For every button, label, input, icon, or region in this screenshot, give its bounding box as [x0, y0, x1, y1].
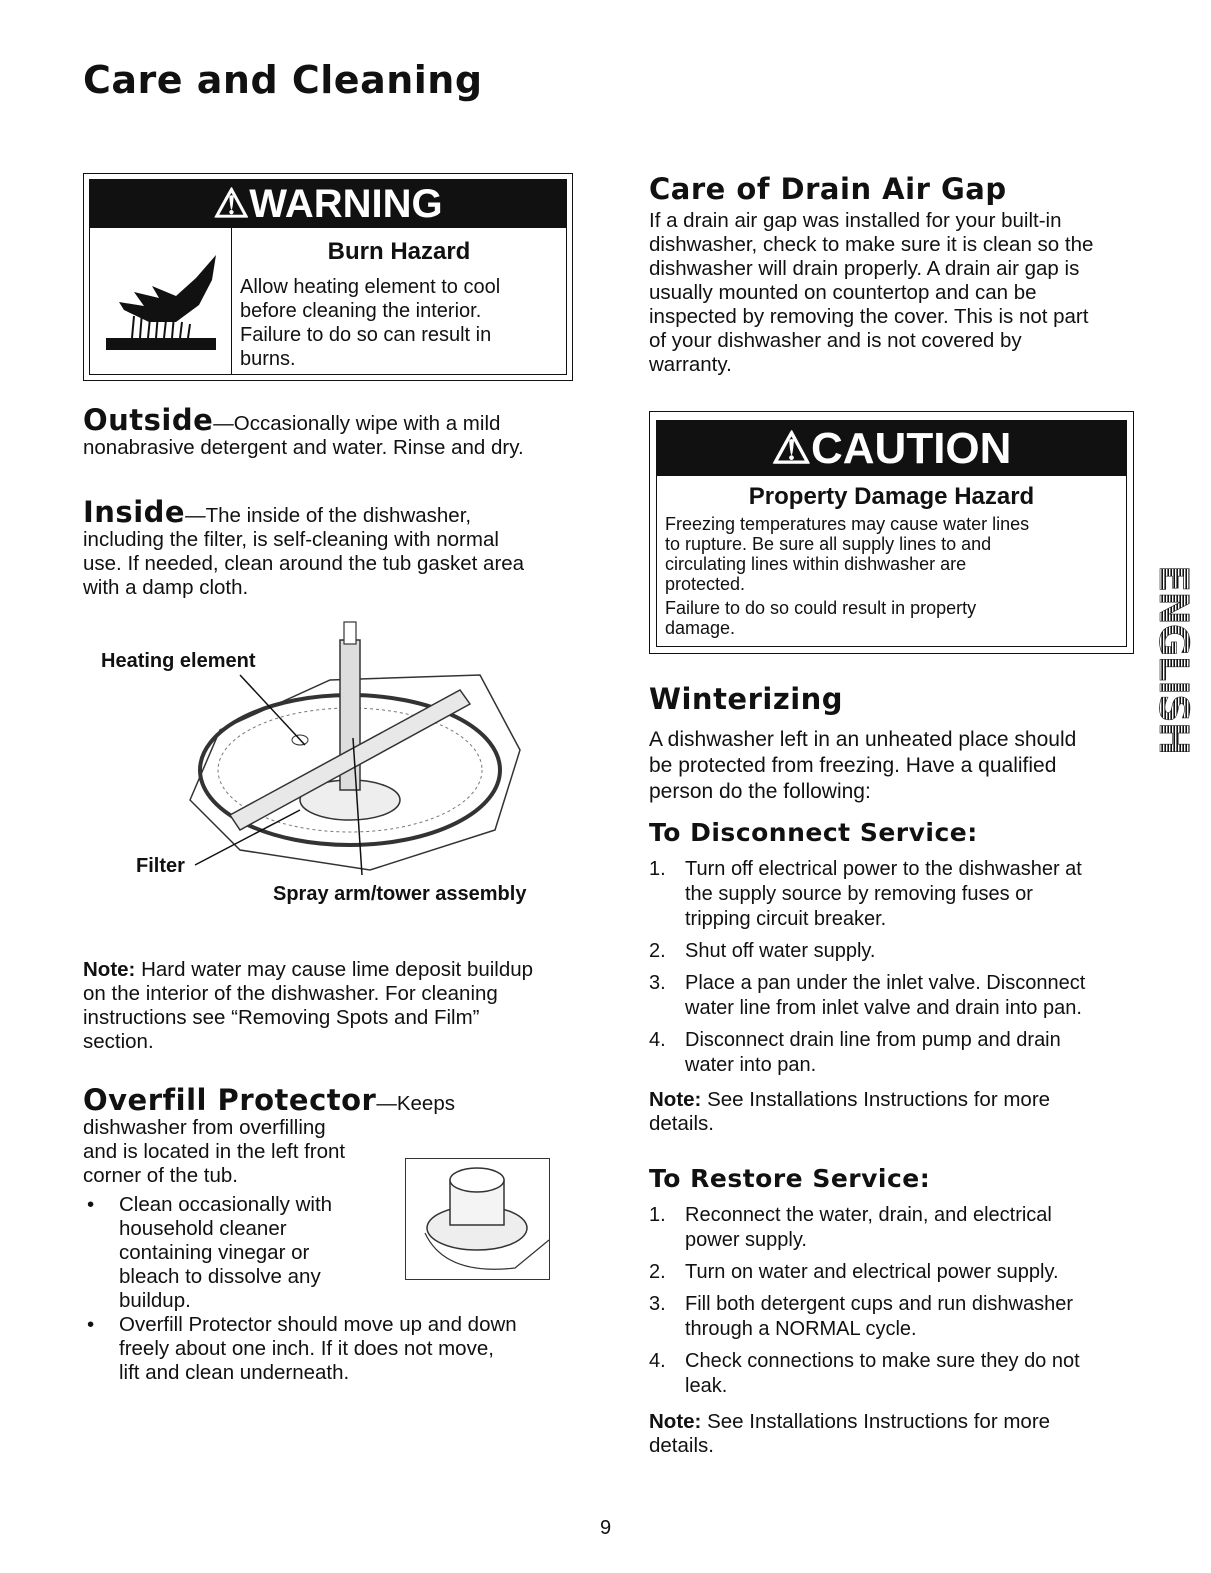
winterizing-line: be protected from freezing. Have a qualified — [649, 754, 1057, 777]
disconnect-steps — [649, 857, 1139, 1085]
diagram-label-spray-arm: Spray arm/tower assembly — [273, 883, 527, 905]
caution-heading: Property Damage Hazard — [748, 483, 1035, 510]
note-lime-deposit — [83, 958, 583, 1054]
overfill-line: and is located in the left front — [83, 1140, 346, 1163]
caution-line: protected. — [665, 574, 746, 594]
air-gap-line: dishwasher, check to make sure it is clean so the — [649, 233, 1094, 256]
disconnect-step — [649, 939, 1139, 964]
step-number: 4. — [649, 1350, 666, 1372]
step-number: 2. — [649, 940, 666, 962]
air-gap-line: usually mounted on countertop and can be — [649, 281, 1037, 304]
air-gap-line: dishwasher will drain properly. A drain air gap is — [649, 257, 1080, 280]
step-line: Fill both detergent cups and run dishwasher — [685, 1293, 1074, 1315]
step-line: Shut off water supply. — [685, 940, 876, 962]
warning-inner-frame — [89, 179, 567, 375]
page-title: Care and Cleaning — [83, 58, 483, 102]
restore-step — [649, 1349, 1139, 1399]
step-number: 3. — [649, 972, 666, 994]
overfill-line: dishwasher from overfilling — [83, 1116, 326, 1139]
restore-note — [649, 1410, 1139, 1458]
inside-line: including the filter, is self-cleaning with normal — [83, 528, 499, 551]
step-line: water line from inlet valve and drain into pan. — [685, 997, 1082, 1019]
step-line: Turn on water and electrical power supply. — [685, 1261, 1059, 1283]
step-line: the supply source by removing fuses or — [685, 883, 1033, 905]
warning-line: Allow heating element to cool — [240, 276, 501, 298]
overfill-heading: Overfill Protector — [83, 1083, 377, 1117]
bullet-line: lift and clean underneath. — [119, 1361, 350, 1384]
diagram-label-heating-element: Heating element — [101, 650, 256, 672]
english-side-tab — [1130, 565, 1196, 795]
restore-step — [649, 1292, 1139, 1342]
caution-banner: ⚠CAUTION — [657, 421, 1126, 476]
disconnect-note — [649, 1088, 1139, 1136]
step-line: water into pan. — [685, 1054, 817, 1076]
step-number: 3. — [649, 1293, 666, 1315]
restore-step — [649, 1260, 1139, 1285]
bullet-line: household cleaner — [119, 1217, 287, 1240]
bullet-line: containing vinegar or — [119, 1241, 310, 1264]
warning-line: burns. — [240, 348, 296, 370]
step-line: Disconnect drain line from pump and drain — [685, 1029, 1061, 1051]
inside-line: with a damp cloth. — [83, 576, 249, 599]
winterizing-text — [649, 727, 1129, 805]
restore-heading: To Restore Service: — [649, 1164, 931, 1193]
step-line: Reconnect the water, drain, and electrical — [685, 1204, 1052, 1226]
air-gap-text — [649, 209, 1149, 377]
caution-line: circulating lines within dishwasher are — [665, 554, 967, 574]
caution-text — [665, 514, 1118, 638]
bullet-line: bleach to dissolve any — [119, 1265, 321, 1288]
step-number: 2. — [649, 1261, 666, 1283]
step-line: Turn off electrical power to the dishwasher at — [685, 858, 1082, 880]
side-tab-label: ENGLISH — [1150, 565, 1196, 755]
note-line: on the interior of the dishwasher. For cleaning — [83, 982, 498, 1005]
air-gap-line: warranty. — [649, 353, 732, 376]
page-number: 9 — [599, 1517, 612, 1539]
bullet-line: Overfill Protector should move up and down — [119, 1313, 517, 1336]
warning-line: before cleaning the interior. — [240, 300, 482, 322]
outside-heading: Outside — [83, 403, 214, 437]
bullet-line: buildup. — [119, 1289, 191, 1312]
caution-line: Failure to do so could result in property — [665, 598, 977, 618]
warning-heading: Burn Hazard — [327, 238, 471, 265]
disconnect-heading: To Disconnect Service: — [649, 818, 978, 847]
warning-line: Failure to do so can result in — [240, 324, 492, 346]
winterizing-heading: Winterizing — [649, 682, 844, 716]
diagram-label-filter: Filter — [136, 855, 185, 877]
overfill-line: corner of the tub. — [83, 1164, 238, 1187]
overfill-protector-illustration — [405, 1158, 550, 1280]
inside-lead: —The inside of the dishwasher, — [185, 504, 472, 527]
note-line: details. — [649, 1434, 714, 1457]
caution-line: Freezing temperatures may cause water lines — [665, 514, 1030, 534]
bullet-line: Clean occasionally with — [119, 1193, 333, 1216]
burn-hazard-hand-icon — [104, 250, 219, 360]
step-line: tripping circuit breaker. — [685, 908, 887, 930]
step-number: 4. — [649, 1029, 666, 1051]
overfill-bullet: • Overfill Protector should move up and down freely about one inch. If it does not move, lift and clean underneath. — [83, 1313, 553, 1385]
disconnect-step — [649, 971, 1139, 1021]
outside-lead: —Occasionally wipe with a mild — [213, 412, 501, 435]
overfill-bullet: • Clean occasionally with household cleaner containing vinegar or bleach to dissolve any buildup. — [83, 1193, 553, 1313]
step-line: Place a pan under the inlet valve. Disconnect — [685, 972, 1086, 994]
note-line: Hard water may cause lime deposit buildup — [135, 958, 534, 981]
caution-line: to rupture. Be sure all supply lines to and — [665, 534, 992, 554]
warning-box — [83, 173, 573, 381]
restore-steps — [649, 1203, 1139, 1406]
overfill-lead: —Keeps — [376, 1092, 455, 1115]
note-line: section. — [83, 1030, 154, 1053]
air-gap-line: If a drain air gap was installed for your built-in — [649, 209, 1062, 232]
step-line: Check connections to make sure they do not — [685, 1350, 1080, 1372]
step-line: power supply. — [685, 1229, 807, 1251]
air-gap-line: of your dishwasher and is not covered by — [649, 329, 1022, 352]
warning-text — [240, 275, 558, 371]
disconnect-step — [649, 857, 1139, 932]
inside-heading: Inside — [83, 495, 186, 529]
inside-line: use. If needed, clean around the tub gasket area — [83, 552, 525, 575]
disconnect-step — [649, 1028, 1139, 1078]
note-line: details. — [649, 1112, 714, 1135]
outside-text: nonabrasive detergent and water. Rinse and dry. — [83, 436, 524, 459]
step-line: through a NORMAL cycle. — [685, 1318, 917, 1340]
note-line: See Installations Instructions for more — [701, 1410, 1051, 1433]
winterizing-line: person do the following: — [649, 780, 871, 803]
step-number: 1. — [649, 858, 666, 880]
note-label: Note: — [649, 1088, 702, 1111]
air-gap-heading: Care of Drain Air Gap — [649, 172, 1007, 206]
bullet-line: freely about one inch. If it does not move, — [119, 1337, 494, 1360]
caution-line: damage. — [665, 618, 736, 638]
restore-step — [649, 1203, 1139, 1253]
note-line: See Installations Instructions for more — [701, 1088, 1051, 1111]
step-number: 1. — [649, 1204, 666, 1226]
outside-section — [83, 403, 583, 460]
warning-banner: ⚠WARNING — [90, 180, 566, 228]
step-line: leak. — [685, 1375, 728, 1397]
winterizing-line: A dishwasher left in an unheated place should — [649, 728, 1077, 751]
air-gap-line: inspected by removing the cover. This is not part — [649, 305, 1089, 328]
caution-box — [649, 411, 1134, 654]
note-label: Note: — [649, 1410, 702, 1433]
caution-inner-frame — [656, 420, 1127, 647]
note-line: instructions see “Removing Spots and Film” — [83, 1006, 480, 1029]
note-label: Note: — [83, 958, 136, 981]
inside-section — [83, 495, 583, 600]
